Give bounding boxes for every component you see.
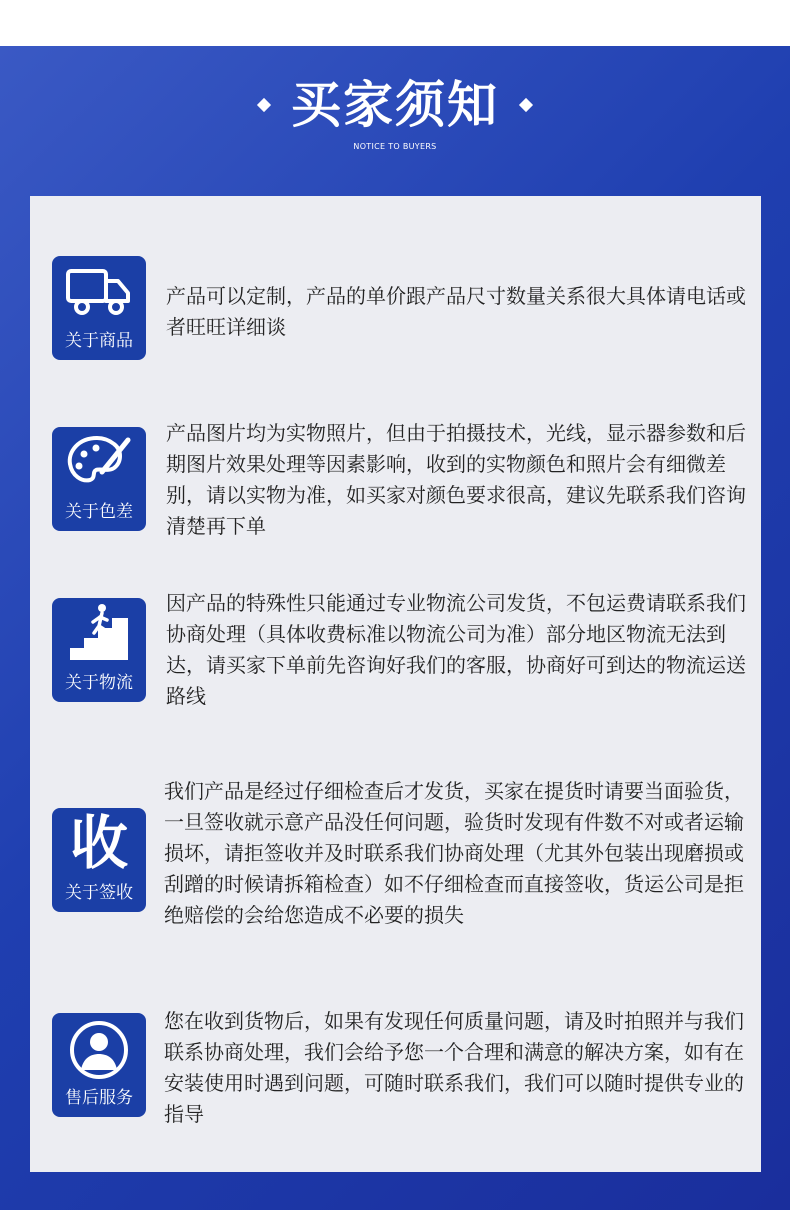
stairs-runner-icon (52, 598, 146, 668)
badge-logistics (52, 598, 146, 702)
page-title: 买家须知 (291, 76, 499, 134)
support-person-icon (52, 1013, 146, 1083)
notice-text-aftersales: 您在收到货物后，如果有发现任何质量问题，请及时拍照并与我们联系协商处理，我们会给予您一个合理和满意的解决方案，如有在安装使用时遇到问题，可随时联系我们，我们可以随时提供专业的指导 (164, 1009, 744, 1126)
shou-character: 收 (69, 809, 128, 877)
badge-label-signing: 关于签收 (65, 883, 133, 903)
truck-icon (52, 256, 146, 326)
badge-aftersales (52, 1013, 146, 1117)
badge-label-color: 关于色差 (65, 502, 133, 522)
title-row (0, 70, 790, 140)
diamond-left-icon (257, 98, 271, 112)
notice-text-signing: 我们产品是经过仔细检查后才发货，买家在提货时请要当面验货，一旦签收就示意产品没任何问题，验货时发现有件数不对或者运输损坏，请拒签收并及时联系我们协商处理（尤其外包装出现磨损或刮蹭的时候请拆箱检查）如不仔细检查而直接签收，货运公司是拒绝赔偿的会给您造成不必要的损失 (164, 779, 744, 927)
badge-color (52, 427, 146, 531)
badge-label-aftersales: 售后服务 (65, 1088, 133, 1108)
notice-panel (30, 196, 761, 1172)
badge-product (52, 256, 146, 360)
notice-text-logistics: 因产品的特殊性只能通过专业物流公司发货，不包运费请联系我们协商处理（具体收费标准以物流公司为准）部分地区物流无法到达，请买家下单前先咨询好我们的客服，协商好可到达的物流运送路线 (166, 591, 746, 708)
page-subtitle: NOTICE TO BUYERS (353, 142, 437, 151)
badge-label-product: 关于商品 (65, 331, 133, 351)
badge-signing (52, 808, 146, 912)
top-white-strip (0, 0, 790, 46)
notice-text-product: 产品可以定制，产品的单价跟产品尺寸数量关系很大具体请电话或者旺旺详细谈 (166, 284, 746, 339)
palette-icon (52, 427, 146, 497)
notice-text-color: 产品图片均为实物照片，但由于拍摄技术，光线，显示器参数和后期图片效果处理等因素影响，收到的实物颜色和照片会有细微差别，请以实物为准，如买家对颜色要求很高，建议先联系我们咨询清楚再下单 (166, 421, 746, 538)
diamond-right-icon (519, 98, 533, 112)
notice-header (0, 70, 790, 151)
badge-label-logistics: 关于物流 (65, 673, 133, 693)
shou-character-icon (52, 808, 146, 878)
